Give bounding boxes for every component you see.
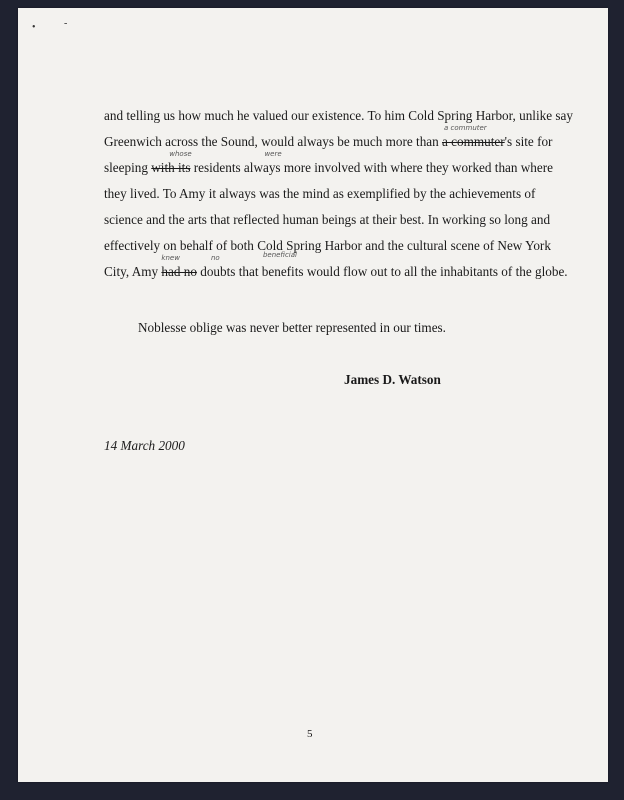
corner-mark-dot: • (32, 22, 36, 33)
struck-text-its: with its whose (151, 150, 192, 175)
body-line-7-start: City, Amy (104, 264, 159, 279)
handwritten-annotation-were: were (264, 150, 282, 158)
letter-body (104, 103, 573, 285)
body-line-6: effectively on behalf of both Cold Spring Harbor and the cultural scene of New York (104, 238, 551, 253)
handwritten-annotation-no: no (210, 254, 220, 262)
body-line-7 (104, 251, 568, 285)
body-line-3-start: sleeping (104, 160, 148, 175)
body-line-4: they lived. To Amy it always was the mind as exemplified by the achievements of (104, 186, 536, 201)
struck-text-had-no: had no knew (161, 254, 197, 279)
handwritten-annotation-commuter: a commuter (444, 124, 487, 132)
handwritten-annotation-whose: whose (169, 150, 192, 158)
body-line-2 (104, 124, 553, 155)
handwritten-annotation-beneficial: beneficial (262, 251, 297, 259)
page-number: 5 (307, 728, 313, 740)
handwritten-annotation-knew: knew (161, 254, 180, 262)
body-line-2-end: 's site for (504, 134, 553, 149)
body-line-2-start: Greenwich across the Sound, would always be much more than (104, 134, 439, 149)
document-date: 14 March 2000 (104, 438, 185, 453)
struck-text-commuter: a commuter a commuter (442, 124, 505, 149)
author-name: James D. Watson (344, 372, 441, 387)
document-page (18, 8, 608, 782)
body-line-1: and telling us how much he valued our existence. To him Cold Spring Harbor, unlike say (104, 108, 573, 123)
corner-mark-dash: - (64, 18, 68, 29)
body-line-5: science and the arts that reflected human beings at their best. In working so long and (104, 212, 551, 227)
body-line-3 (104, 150, 553, 181)
body-line-7-end: doubts that benefits would flow out to all the inhabitants of the globe. (196, 264, 568, 279)
body-line-3-end: residents always more involved with where they worked than where (190, 160, 553, 175)
closing-sentence: Noblesse oblige was never better represented in our times. (138, 320, 446, 335)
